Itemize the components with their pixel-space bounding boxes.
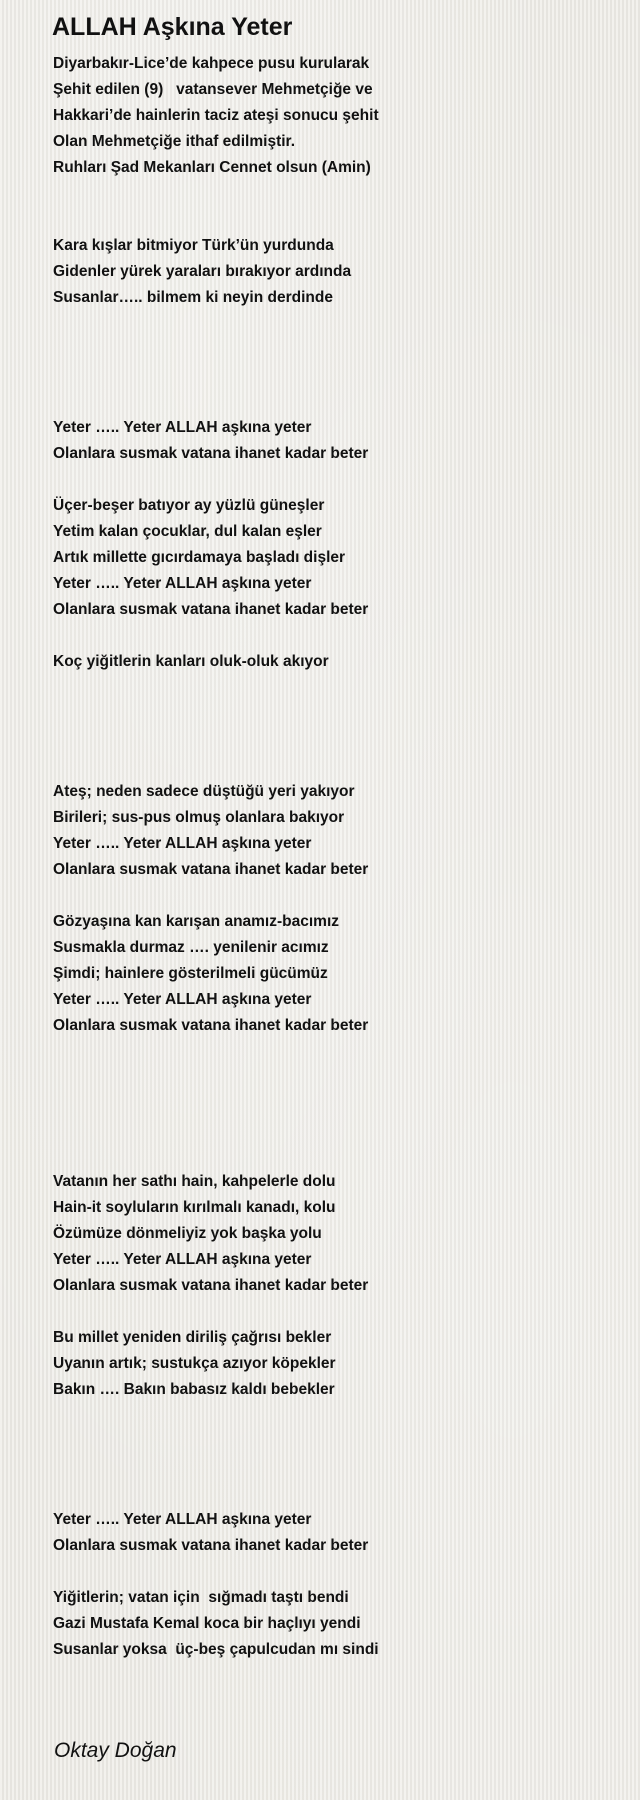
- poem-line: Olan Mehmetçiğe ithaf edilmiştir.: [53, 133, 296, 150]
- poem-line: Üçer-beşer batıyor ay yüzlü güneşler: [53, 497, 325, 514]
- poem-line: Birileri; sus-pus olmuş olanlara bakıyor: [53, 809, 345, 826]
- stanza-gap: [53, 727, 613, 753]
- stanza-gap: [53, 181, 613, 207]
- poem-line: Yeter ….. Yeter ALLAH aşkına yeter: [53, 1251, 312, 1268]
- poem-line: Yeter ….. Yeter ALLAH aşkına yeter: [53, 1511, 312, 1528]
- stanza-gap: [53, 623, 613, 649]
- poem-line: Kara kışlar bitmiyor Türk’ün yurdunda: [53, 237, 334, 254]
- poem-line: Olanlara susmak vatana ihanet kadar beter: [53, 1017, 369, 1034]
- poem-line: Yiğitlerin; vatan için sığmadı taştı bendi: [53, 1589, 349, 1606]
- stanza-gap: [53, 363, 613, 389]
- poem-line: Yetim kalan çocuklar, dul kalan eşler: [53, 523, 322, 540]
- poem-line: Vatanın her sathı hain, kahpelerle dolu: [53, 1173, 336, 1190]
- stanza-gap: [53, 1403, 613, 1429]
- stanza-gap: [53, 1143, 613, 1169]
- poem-line: Koç yiğitlerin kanları oluk-oluk akıyor: [53, 653, 329, 670]
- stanza-gap: [53, 1091, 613, 1117]
- stanza-gap: [53, 389, 613, 415]
- poem-line: Ruhları Şad Mekanları Cennet olsun (Amin): [53, 159, 371, 176]
- poem-line: Şehit edilen (9) vatansever Mehmetçiğe ve: [53, 81, 373, 98]
- poem-line: Olanlara susmak vatana ihanet kadar beter: [53, 1537, 369, 1554]
- stanza-gap: [53, 1117, 613, 1143]
- stanza-gap: [53, 1065, 613, 1091]
- poem-line: Olanlara susmak vatana ihanet kadar beter: [53, 861, 369, 878]
- poem-line: Susanlar yoksa üç-beş çapulcudan mı sindi: [53, 1641, 379, 1658]
- stanza-gap: [53, 467, 613, 493]
- stanza-gap: [53, 701, 613, 727]
- stanza-gap: [53, 1429, 613, 1455]
- poem-body: [53, 51, 613, 1663]
- poem-line: Susanlar….. bilmem ki neyin derdinde: [53, 289, 333, 306]
- poem-line: Hakkari’de hainlerin taciz ateşi sonucu şehit: [53, 107, 379, 124]
- stanza-gap: [53, 207, 613, 233]
- poem-line: Artık millette gıcırdamaya başladı dişler: [53, 549, 346, 566]
- stanza-gap: [53, 337, 613, 363]
- stanza-gap: [53, 753, 613, 779]
- poem-line: Hain-it soyluların kırılmalı kanadı, kolu: [53, 1199, 336, 1216]
- poem-line: Yeter ….. Yeter ALLAH aşkına yeter: [53, 419, 312, 436]
- poem-line: Olanlara susmak vatana ihanet kadar beter: [53, 1277, 369, 1294]
- stanza-gap: [53, 311, 613, 337]
- stanza-gap: [53, 675, 613, 701]
- poem-line: Olanlara susmak vatana ihanet kadar beter: [53, 445, 369, 462]
- poem-line: Yeter ….. Yeter ALLAH aşkına yeter: [53, 835, 312, 852]
- stanza-gap: [53, 1039, 613, 1065]
- poem-line: Özümüze dönmeliyiz yok başka yolu: [53, 1225, 322, 1242]
- stanza-gap: [53, 1455, 613, 1481]
- stanza-gap: [53, 1481, 613, 1507]
- poem-line: Yeter ….. Yeter ALLAH aşkına yeter: [53, 991, 312, 1008]
- poem-title: ALLAH Aşkına Yeter: [52, 13, 293, 41]
- poem-author: Oktay Doğan: [54, 1739, 177, 1762]
- stanza-gap: [53, 1299, 613, 1325]
- stanza-gap: [53, 883, 613, 909]
- poem-line: Gidenler yürek yaraları bırakıyor ardında: [53, 263, 352, 280]
- poem-line: Bakın …. Bakın babasız kaldı bebekler: [53, 1381, 335, 1398]
- poem-line: Bu millet yeniden diriliş çağrısı bekler: [53, 1329, 332, 1346]
- poem-line: Gözyaşına kan karışan anamız-bacımız: [53, 913, 340, 930]
- poem-line: Olanlara susmak vatana ihanet kadar beter: [53, 601, 369, 618]
- poem-line: Ateş; neden sadece düştüğü yeri yakıyor: [53, 783, 355, 800]
- poem-line: Şimdi; hainlere gösterilmeli gücümüz: [53, 965, 328, 982]
- poem-line: Yeter ….. Yeter ALLAH aşkına yeter: [53, 575, 312, 592]
- poem-line: Gazi Mustafa Kemal koca bir haçlıyı yendi: [53, 1615, 361, 1632]
- poem-line: Uyanın artık; sustukça azıyor köpekler: [53, 1355, 336, 1372]
- stanza-gap: [53, 1559, 613, 1585]
- poem-line: Susmakla durmaz …. yenilenir acımız: [53, 939, 329, 956]
- poem-line: Diyarbakır-Lice’de kahpece pusu kurularak: [53, 55, 370, 72]
